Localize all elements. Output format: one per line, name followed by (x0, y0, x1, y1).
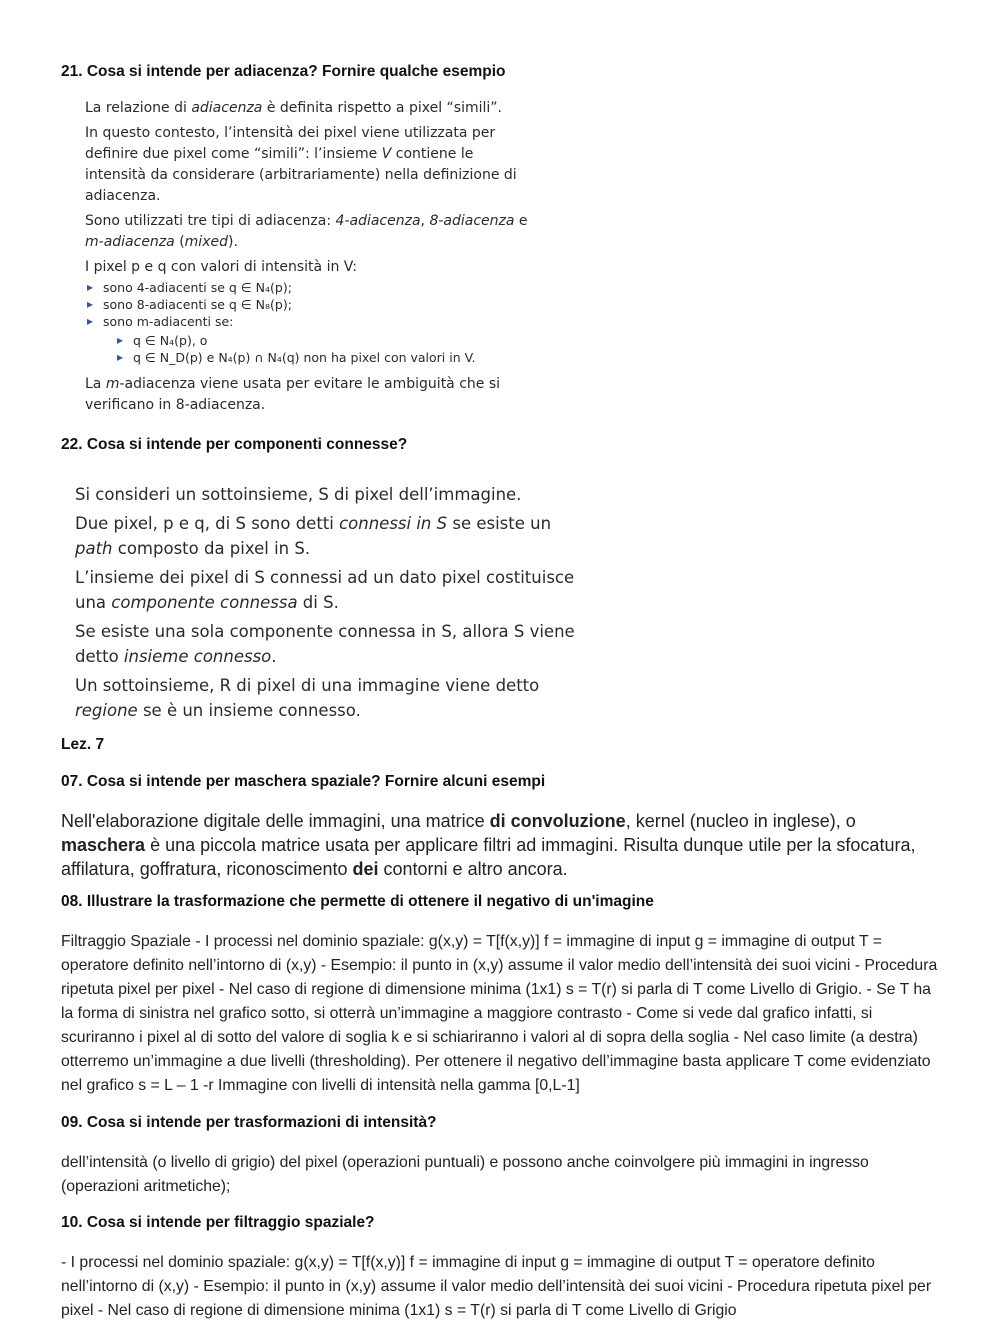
adjacency-para-4: I pixel p e q con valori di intensità in V: (85, 259, 357, 275)
adjacency-para-3: Sono utilizzati tre tipi di adiacenza: 4-adiacenza, 8-adiacenza e m-adiacenza (mixed). (85, 213, 528, 250)
subbullet-item: ▸ q ∈ N_D(p) e N₄(p) ∩ N₄(q) non ha pixel con valori in V. (133, 349, 535, 366)
adjacency-subbullet-list (103, 332, 535, 366)
intensity-transform-answer: dell’intensità (o livello di grigio) del pixel (operazioni puntuali) e possono anche coinvolgere più immagini in ingresso (operazioni aritmetiche); (61, 1154, 869, 1195)
components-para-5: Un sottoinsieme, R di pixel di una immagine viene detto regione se è un insieme connesso. (75, 676, 540, 720)
question-21-heading: 21. Cosa si intende per adiacenza? Fornire qualche esempio (61, 63, 506, 80)
question-07-heading: 07. Cosa si intende per maschera spaziale? Fornire alcuni esempi (61, 773, 546, 790)
negative-transform-answer: Filtraggio Spaziale - I processi nel dominio spaziale: g(x,y) = T[f(x,y)] f = immagine di input g = immagine di output T = operatore definito nell’intorno di (x,y) - Esempio: il punto in (x,y) assume il valor medio dell’intensità dei suoi vicini - Procedura ripetuta pixel per pixel - Nel caso di regione di dimensione minima (1x1) s = T(r) si parla di T come Livello di Grigio. - Se T ha la forma di sinistra nel grafico sotto, si otterrà un’immagine a maggiore contrasto - Come si vede dal grafico infatti, si scuriranno i pixel al di sotto del valore di soglia k e si schiariranno i valori al di sopra della soglia - Nel caso limite (a destra) otterremo un’immagine a due livelli (thresholding). Per ottenere il negativo dell’immagine basta applicare T come evidenziato nel grafico s = L – 1 -r Immagine con livelli di intensità nella gamma [0,L-1] (61, 933, 938, 1094)
components-para-3: L’insieme dei pixel di S connessi ad un dato pixel costituisce una componente connessa di S. (75, 568, 575, 612)
adjacency-para-1: La relazione di adiacenza è definita rispetto a pixel “simili”. (85, 100, 502, 116)
adjacency-para-5: La m-adiacenza viene usata per evitare le ambiguità che si verificano in 8-adiacenza. (85, 376, 501, 413)
components-para-1: Si consideri un sottoinsieme, S di pixel dell’immagine. (75, 485, 522, 504)
adjacency-para-2: In questo contesto, l’intensità dei pixel viene utilizzata per definire due pixel come “simili”: l’insieme V contiene le intensità da considerare (arbitrariamente) nella definizione di adiacenza. (85, 125, 517, 204)
adjacency-slide (85, 98, 535, 416)
adjacency-bullet-list (85, 279, 535, 366)
spatial-mask-answer: Nell'elaborazione digitale delle immagini, una matrice di convoluzione, kernel (nucleo in inglese), o maschera è una piccola matrice usata per applicare filtri ad immagini. Risulta dunque utile per la sfocatura, affilatura, goffratura, riconoscimento dei contorni e altro ancora. (61, 811, 916, 879)
question-08-heading: 08. Illustrare la trasformazione che permette di ottenere il negativo di un'imagine (61, 893, 654, 910)
question-10-heading: 10. Cosa si intende per filtraggio spaziale? (61, 1214, 375, 1231)
question-22-heading: 22. Cosa si intende per componenti connesse? (61, 436, 408, 453)
lesson-heading: Lez. 7 (61, 736, 105, 753)
spatial-filtering-answer: - I processi nel dominio spaziale: g(x,y) = T[f(x,y)] f = immagine di input g = immagine di output T = operatore definito nell’intorno di (x,y) - Esempio: il punto in (x,y) assume il valor medio dell’intensità dei suoi vicini - Procedura ripetuta pixel per pixel - Nel caso di regione di dimensione minima (1x1) s = T(r) si parla di T come Livello di Grigio (61, 1254, 932, 1319)
components-para-4: Se esiste una sola componente connessa in S, allora S viene detto insieme connesso. (75, 622, 575, 666)
question-09-heading: 09. Cosa si intende per trasformazioni di intensità? (61, 1114, 437, 1131)
bullet-item: ▸ sono 4-adiacenti se q ∈ N₄(p); (103, 279, 535, 296)
connected-components-slide (75, 482, 585, 727)
subbullet-item: ▸ q ∈ N₄(p), o (133, 332, 535, 349)
bullet-item: ▸ sono m-adiacenti se: ▸ q ∈ N₄(p), o ▸ q ∈ N_D(p) e N₄(p) ∩ N₄(q) non ha pixel con valori in V. (103, 313, 535, 366)
bullet-item: ▸ sono 8-adiacenti se q ∈ N₈(p); (103, 296, 535, 313)
components-para-2: Due pixel, p e q, di S sono detti connessi in S se esiste un path composto da pixel in S. (75, 514, 552, 558)
